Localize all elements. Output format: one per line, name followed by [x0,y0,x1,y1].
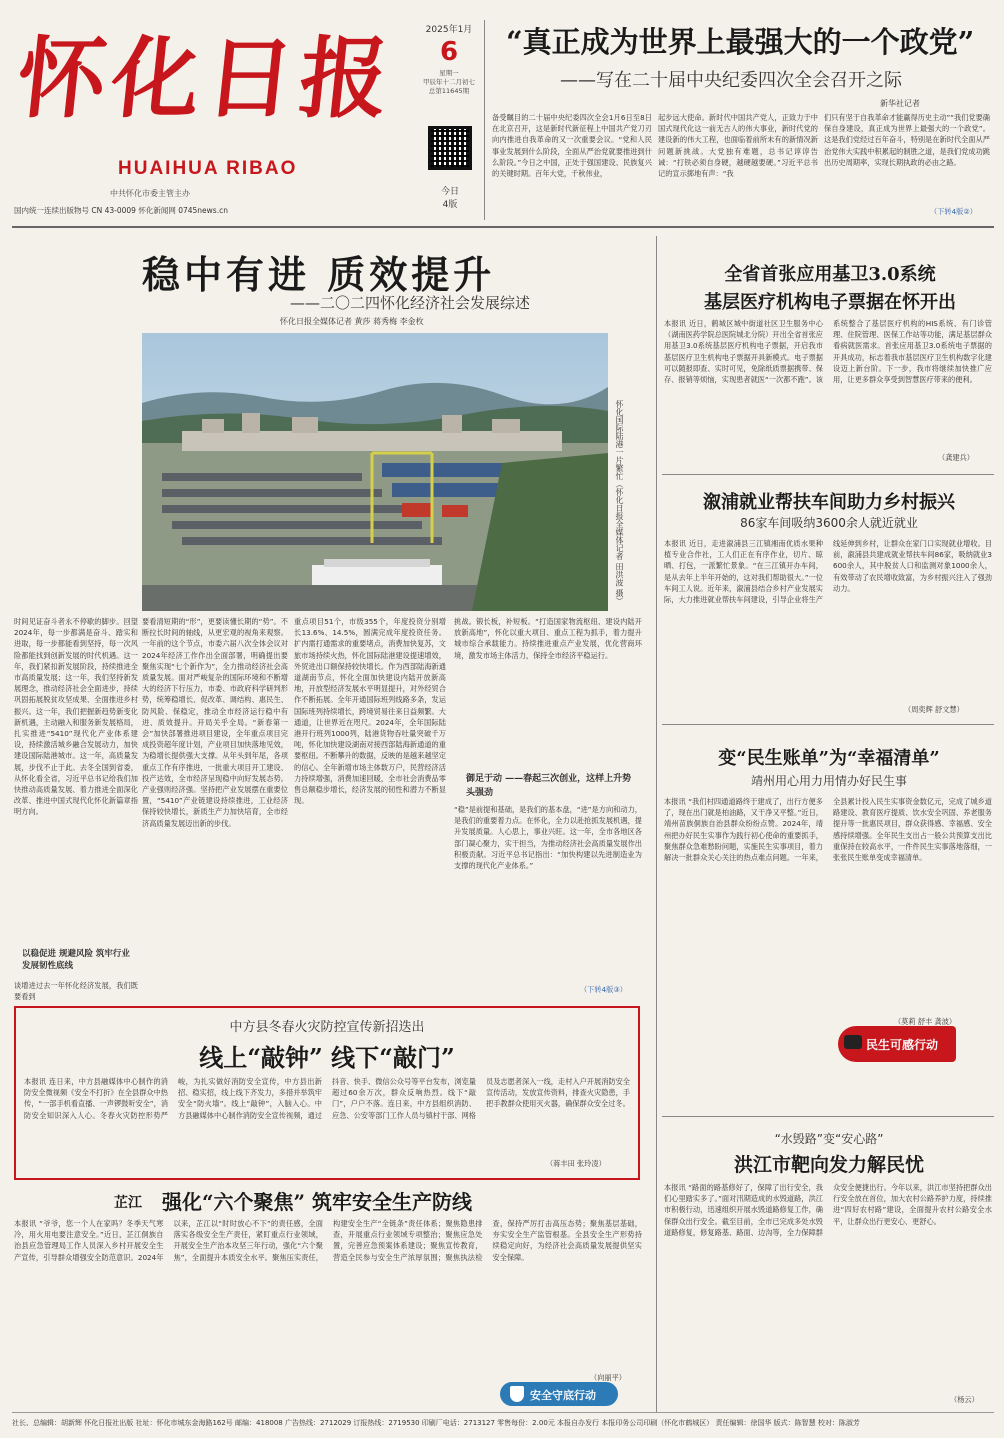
issue-number: 总第11645期 [428,87,470,95]
security-title: 强化“六个聚焦” 筑牢安全生产防线 [162,1190,472,1214]
economy-col2: 要看清短期的“形”，更要读懂长期的“势”。不断拉长时间的轴线，从更宏观的视角来观察。一年前的这个节点，市委六届八次全体会议对2024年经济工作作出全面部署，明确提出要聚焦实现“七个新作为”，全力推动经济社会高质量发展。面对严峻复杂的国际环境和不断增大的经济下行压力，市委、市政府科学研判形势，统筹稳增长、促改革、调结构、惠民生、防风险、保稳定，推动全市经济运行稳中有进、质效提升。开局关乎全局。“新春第一会”加快部署推进项目建设，全年重点项目完成投资超年度计划，产业项目加快落地见效，为稳增长提供强大支撑。从年头到年尾，各项重点工作有序推进，一批重大项目开工建设、投产达效，全市经济呈现稳中向好发展态势。产业强则经济强。坚持把产业发展摆在重要位置，“5410”产业链建设持续推进，工业经济保持较快增长，新质生产力加快培育，全市经济高质量发展迈出新的步伐。 [142,617,288,828]
photo-caption: 怀化国际陆港一片繁忙（怀化日报全媒体记者 田洪波 摄） [615,400,624,606]
economy-turn-page[interactable]: （下转4版③） [580,985,627,994]
ebill-title-1: 全省首张应用基卫3.0系统 [724,264,936,285]
fire-byline: （蒋丰田 张玲凌） [546,1159,606,1168]
economy-byline: 怀化日报全媒体记者 黄莎 蒋秀梅 李金枚 [280,317,424,326]
economy-title: 稳中有进 质效提升 [142,252,496,297]
weekday: 星期一 [439,69,459,77]
road-kicker: “水毁路”变“安心路” [774,1132,884,1146]
logistics-port-photo [142,333,608,611]
economy-col4: 挑战。锻长板，补短板。“打造国家物流枢纽、建设内陆开放新高地”，怀化以重大项目、重点工程为抓手，着力提升城市综合承载能力。持续推进重点产业发展，优化营商环境，激发市场主体活力，保持全市经济平稳运行。 [454,617,642,660]
fire-kicker: 中方县冬春火灾防控宣传新招迭出 [229,1020,425,1035]
livelihood-title: 变“民生账单”为“幸福清单” [718,748,940,769]
security-text: 本报讯 “爷爷，您一个人在家吗？冬季天气寒冷，用火用电要注意安全。”近日，芷江侗族自治县应急管理局工作人员深入乡村开展安全生产宣传，引导群众增强安全防范意识。2024年以来，芷江以“时时放心不下”的责任感，全面落实各级安全生产责任，紧盯重点行业领域，开展安全生产治本攻坚三年行动，强化“六个聚焦”，全面提升本质安全水平。聚焦压实责任，构建安全生产“全链条”责任体系；聚焦隐患排查，开展重点行业领域专项整治；聚焦应急处置，完善应急预案体系建设；聚焦宣传教育，营造全民参与安全生产浓厚氛围；聚焦执法检查，保持严厉打击高压态势；聚焦基层基础，夯实安全生产监管根基。全县安全生产形势持续稳定向好，为经济社会高质量发展提供坚实安全保障。 [14,1219,642,1262]
lead-subtitle: ——写在二十届中央纪委四次全会召开之际 [560,70,902,91]
livelihood-text: 本报讯 “我们村四通道路终于建成了，出行方便多了，现在出门就是柏油路，又干净又平整。”近日，靖州苗族侗族自治县群众纷纷点赞。2024年，靖州把办好民生实事作为践行初心使命的重要抓手，聚焦群众急难愁盼问题，实施民生实事项目，着力解决一批群众关心关注的热点难点问题。一年来，全县累计投入民生实事资金数亿元，完成了城乡道路建设、教育医疗提质、饮水安全巩固、养老服务提升等一批惠民项目，群众获得感、幸福感、安全感持续增强。全年民生支出占一般公共预算支出比重保持在较高水平，一件件民生实事落地落细，一张张民生账单变成幸福清单。 [664,797,992,863]
jobs-title: 溆浦就业帮扶车间助力乡村振兴 [703,492,955,513]
ebill-byline: （龚建兵） [938,453,974,462]
imprint-footer: 社长、总编辑：胡新辉 怀化日报社出版 社址：怀化市城东金海路162号 邮编：418008 广告热线：2712029 订报热线：2719530 印刷厂电话：2713127 零售每份：2.00元 本报自办发行 本报印务公司印刷（怀化市鹤城区） 责任编辑：徐国华 版式：陈智慧 校对：陈淑芳 [12,1412,994,1428]
edition-count: 4版 [442,200,458,210]
economy-col1-quote: 以稳促进 规避风险 筑牢行业发展韧性底线 [22,949,130,971]
date-year-month: 2025年1月 [425,25,473,35]
ebill-text: 本报讯 近日，鹤城区城中街道社区卫生服务中心（湖南医药学院总医院城北分院）开出全省首张应用基卫3.0系统基层医疗机构电子票据，开启我市基层医疗卫生机构电子票据开具新模式。电子票据可以随报即查、实时可见，免除纸质票据携带、保存、报销等烦恼，实现患者就医“一次都不跑”。该系统整合了基层医疗机构的HIS系统、有门诊管理、住院管理、医保工作站等功能，满足基层群众看病就医需求。首张应用基卫3.0系统电子票据的开具成功，标志着我市基层医疗卫生机构数字化建设迈上新台阶。下一步，我市将继续加快推广应用，让更多群众享受到智慧医疗带来的便利。 [664,319,992,385]
fire-prevention-box [14,1006,640,1180]
lead-text-col2: 起步远大使命。新时代中国共产党人，正致力于中国式现代化这一前无古人的伟大事业，新时代党的建设新的伟大工程，也面临着前所未有的新情况新问题新挑战。大党独有难题，总书记谆谆告诫：“打铁必须自身硬，越硬越要硬。”习近平总书记的宣示掷地有声：“我 [658,113,818,179]
lead-text-col3: 们只有坚于自我革命才能赢得历史主动”“我们党要确保自身建设，真正成为世界上最强大的一个政党”。这是我们党经过百年奋斗，特别是在新时代全面从严治党伟大实践中积累起的制胜之道，是我们党成功跳出历史周期率，实现长期执政的必由之路。 [824,113,990,167]
newspaper-logo: 怀化日报 [12,26,400,130]
road-byline: （杨云） [950,1395,979,1404]
jobs-text: 本报讯 近日，走进溆浦县三江镇湘南优质水果种植专业合作社，工人们正在有序作业，切片、晾晒、打包，一派繁忙景象。“在三江镇开办车间，是从去年上半年开始的，这对我们帮助很大。”一位车间工人说。近年来，溆浦县结合乡村产业发展实际，大力推进就业帮扶车间建设，引导企业将生产线延伸到乡村，让群众在家门口实现就业增收。目前，溆浦县共建成就业帮扶车间86家，吸纳就业3600余人，其中脱贫人口和监测对象1000余人，有效带动了农民增收致富，为乡村振兴注入了强劲动力。 [664,539,992,605]
publisher-line: 中共怀化市委主管主办 [110,189,190,198]
fire-title: 线上“敲钟” 线下“敲门” [199,1043,455,1072]
economy-col4-quote: 御足于动 ——春起三次创业，这样上升势头强劲 [466,774,632,798]
fire-text: 本报讯 连日来，中方县融媒体中心制作的消防安全微视频《安全不打折》在全县群众中热传，“一部手机看直播、一声锣鼓听安全”，消防安全知识深入人心。冬春火灾防控形势严峻，为扎实做好消防安全宣传，中方县出新招、稳实招，线上线下齐发力，多措并举筑牢安全“防火墙”。线上“敲钟”，入脑入心。中方县融媒体中心制作消防安全宣传视频，通过抖音、快手、微信公众号等平台发布，浏览量超过60余万次，群众反响热烈。线下“敲门”，户户不落。连日来，中方县组织消防、应急、公安等部门工作人员与镇村干部、网格员及志愿者深入一线，走村入户开展消防安全宣传活动，发放宣传资料，排查火灾隐患，手把手教群众使用灭火器，确保群众安全过冬。 [24,1077,630,1120]
economy-col4-b: “稳”是前提和基础，是我们的基本盘，“进”是方向和动力，是我们的重要着力点。在怀化，全力以赴抢抓发展机遇，提升发展质量。人心思上，事业兴旺。这一年，全市各地区各部门凝心聚力，实干担当，为推动经济社会高质量发展作出积极贡献。习近平总书记指出：“加快构建以先进制造业为支撑的现代化产业体系。” [454,805,642,871]
economy-subtitle: ——二〇二四怀化经济社会发展综述 [290,294,531,312]
safety-action-badge [500,1382,618,1406]
date-day: 6 [439,37,459,67]
security-byline: （向丽平） [590,1373,626,1382]
camera-icon [844,1035,862,1049]
security-prefix: 芷江 [114,1195,142,1211]
safety-badge-label: 安全守底行动 [530,1389,596,1402]
masthead-footer: 国内统一连续出版物号 CN 43-0009 怀化新闻网 0745news.cn [14,206,228,215]
road-text: 本报讯 “路面的路基修好了，保障了出行安全，我们心里踏实多了。”面对汛期造成的水毁道路，洪江市积极行动，迅速组织开展水毁道路修复工作，确保群众出行安全。截至目前，全市已完成多处水毁道路修复，修复路基、路面、边沟等，全力保障群众安全便捷出行。今年以来，洪江市坚持把群众出行安全放在首位，加大农村公路养护力度，持续推进“四好农村路”建设，全面提升农村公路安全水平，让群众出行更安心、更舒心。 [664,1183,992,1237]
lunar-date: 甲辰年十二月初七 [423,78,475,86]
logo-pinyin: HUAIHUA RIBAO [118,158,298,179]
date-box [420,22,478,96]
lead-text-col1: 备受瞩目的二十届中央纪委四次全会1月6日至8日在北京召开，这是新时代新征程上中国共产党刀刃向内推进自我革命的又一次重要会议。“党和人民事业发展到什么阶段，全面从严治党就要推进到什么阶段。”今日之中国，正处于强国建设、民族复兴的关键时期。百年大党，千秋伟业， [492,113,652,179]
livelihood-action-badge [838,1026,956,1062]
economy-col1: 时间见证奋斗者永不停歇的脚步。回望2024年，每一步都满是奋斗、踏实和进取，每一步都能看到坚持，每一次风险都能找到创新发展的时代机遇。这一年，我们紧扣新发展阶段，持续推进全市高质量发展；这一年，我们坚持新发展理念，推动经济社会全面进步，持续巩固拓展脱贫攻坚成果、全面推进乡村振兴。这一年，我们把握新趋势新变化新机遇，主动融入和服务新发展格局，扎实推进“5410”现代化产业体系建设，持续激活城乡融合发展动力，加快建设国际陆港城市。这一年，高质量发展，步伐不止于此。去冬全国到省委，从怀化看全省，习近平总书记给我们加快推动高质量发展、着力推进全面深化改革、推进中国式现代化怀化新篇章指明方向。 [14,617,138,817]
edition-label: 今日 [440,187,459,197]
qr-code-icon[interactable] [428,126,472,170]
shield-icon [510,1386,524,1402]
jobs-byline: （周奕辉 舒文慧） [904,705,964,714]
livelihood-badge-label: 民生可感行动 [866,1038,939,1052]
edition-info [428,186,472,212]
ebill-title-2: 基层医疗机构电子票据在怀开出 [704,292,956,313]
lead-turn-page[interactable]: （下转4版②） [930,207,977,216]
livelihood-byline: （莫莉 舒丰 龚波） [894,1017,957,1026]
economy-col3: 重点项目51个，市级355个，年度投资分别增长13.6%、14.5%，圆满完成年度投资任务。扩内需打通需求的重要堵点，消费加快复苏，文旅市场持续火热，怀化国际陆港建设提速增效，外贸进出口额保持较快增长。作为西部陆海新通道湖南节点，怀化全面加快建设内陆开放新高地，开放型经济发展水平明显提升，对外经贸合作不断拓展。全年开通国际班列线路多条，发运国际班列持续增长，跨境贸易往来日益频繁。大通道，让世界近在咫尺。2024年，全年国际陆港开行班列1000列，陆港货物吞吐量突破千万吨，怀化加快建设湖南对接西部陆海新通道的重要枢纽。不断攀升的数据，反映的是越来越坚定的信心。全年新增市场主体数万户，民营经济活力持续增强，消费加速回暖，全市社会消费品零售总额稳步增长，经济发展的韧性和潜力不断显现。 [294,617,446,806]
lead-byline: 新华社记者 [880,99,920,108]
road-title: 洪江市靶向发力解民忧 [733,1154,924,1176]
economy-col1-end: 谈增进过去一年怀化经济发展，我们既要看到 [14,981,138,1002]
jobs-subtitle: 86家车间吸纳3600余人就近就业 [740,516,918,530]
livelihood-subtitle: 靖州用心用力用情办好民生事 [750,774,907,788]
lead-title: “真正成为世界上最强大的一个政党” [506,25,975,59]
